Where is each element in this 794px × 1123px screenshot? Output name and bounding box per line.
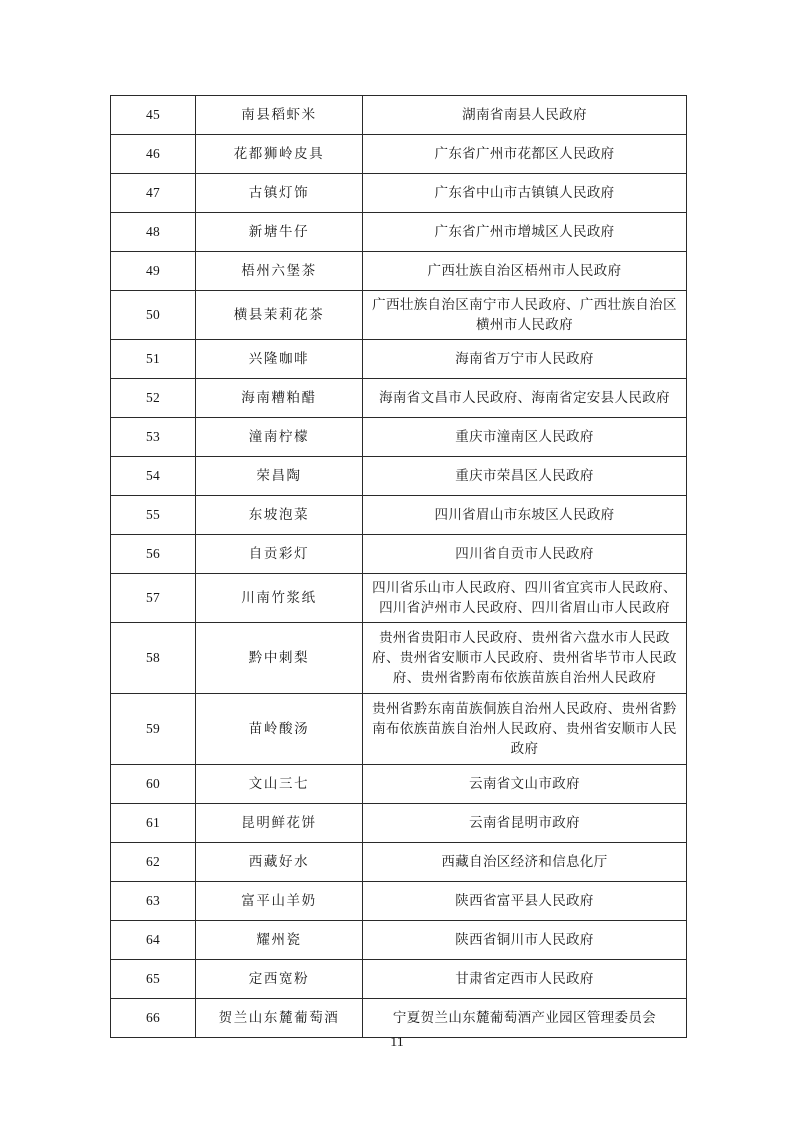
brand-name-cell: 海南糟粕醋 [196, 379, 363, 418]
applicant-organization-cell: 广西壮族自治区梧州市人民政府 [363, 252, 687, 291]
applicant-organization-cell: 贵州省黔东南苗族侗族自治州人民政府、贵州省黔南布依族苗族自治州人民政府、贵州省安顺市人民政府 [363, 694, 687, 765]
table-row [111, 882, 687, 921]
brand-name-cell: 东坡泡菜 [196, 496, 363, 535]
applicant-organization-cell: 四川省眉山市东坡区人民政府 [363, 496, 687, 535]
applicant-organization-cell: 贵州省贵阳市人民政府、贵州省六盘水市人民政府、贵州省安顺市人民政府、贵州省毕节市人民政府、贵州省黔南布依族苗族自治州人民政府 [363, 623, 687, 694]
row-index-cell: 60 [111, 765, 196, 804]
table-row [111, 418, 687, 457]
table-row [111, 843, 687, 882]
row-index-cell: 45 [111, 96, 196, 135]
table-row [111, 694, 687, 765]
applicant-organization-cell: 四川省乐山市人民政府、四川省宜宾市人民政府、四川省泸州市人民政府、四川省眉山市人民政府 [363, 574, 687, 623]
table-row [111, 623, 687, 694]
brand-name-cell: 川南竹浆纸 [196, 574, 363, 623]
row-index-cell: 61 [111, 804, 196, 843]
page-number: 11 [390, 1035, 404, 1050]
brand-name-cell: 横县茉莉花茶 [196, 291, 363, 340]
row-index-cell: 63 [111, 882, 196, 921]
brand-name-cell: 兴隆咖啡 [196, 340, 363, 379]
table-row [111, 496, 687, 535]
row-index-cell: 54 [111, 457, 196, 496]
row-index-cell: 50 [111, 291, 196, 340]
applicant-organization-cell: 四川省自贡市人民政府 [363, 535, 687, 574]
table-row [111, 135, 687, 174]
applicant-organization-cell: 西藏自治区经济和信息化厅 [363, 843, 687, 882]
applicant-organization-cell: 甘肃省定西市人民政府 [363, 960, 687, 999]
applicant-organization-cell: 海南省文昌市人民政府、海南省定安县人民政府 [363, 379, 687, 418]
table-row [111, 96, 687, 135]
applicant-organization-cell: 重庆市潼南区人民政府 [363, 418, 687, 457]
row-index-cell: 51 [111, 340, 196, 379]
brand-name-cell: 西藏好水 [196, 843, 363, 882]
brand-name-cell: 新塘牛仔 [196, 213, 363, 252]
brand-name-cell: 自贡彩灯 [196, 535, 363, 574]
brand-name-cell: 富平山羊奶 [196, 882, 363, 921]
row-index-cell: 59 [111, 694, 196, 765]
table-row [111, 252, 687, 291]
row-index-cell: 52 [111, 379, 196, 418]
row-index-cell: 62 [111, 843, 196, 882]
applicant-organization-cell: 陕西省铜川市人民政府 [363, 921, 687, 960]
row-index-cell: 49 [111, 252, 196, 291]
brand-list-table-container [110, 95, 686, 1038]
brand-name-cell: 昆明鲜花饼 [196, 804, 363, 843]
applicant-organization-cell: 重庆市荣昌区人民政府 [363, 457, 687, 496]
brand-name-cell: 荣昌陶 [196, 457, 363, 496]
applicant-organization-cell: 云南省文山市政府 [363, 765, 687, 804]
brand-name-cell: 潼南柠檬 [196, 418, 363, 457]
applicant-organization-cell: 广东省广州市花都区人民政府 [363, 135, 687, 174]
brand-name-cell: 耀州瓷 [196, 921, 363, 960]
table-row [111, 213, 687, 252]
applicant-organization-cell: 广西壮族自治区南宁市人民政府、广西壮族自治区横州市人民政府 [363, 291, 687, 340]
table-body [111, 96, 687, 1038]
table-row [111, 960, 687, 999]
row-index-cell: 48 [111, 213, 196, 252]
applicant-organization-cell: 广东省广州市增城区人民政府 [363, 213, 687, 252]
brand-name-cell: 古镇灯饰 [196, 174, 363, 213]
brand-name-cell: 黔中刺梨 [196, 623, 363, 694]
brand-name-cell: 贺兰山东麓葡萄酒 [196, 999, 363, 1038]
row-index-cell: 58 [111, 623, 196, 694]
table-row [111, 999, 687, 1038]
table-row [111, 457, 687, 496]
applicant-organization-cell: 湖南省南县人民政府 [363, 96, 687, 135]
row-index-cell: 47 [111, 174, 196, 213]
row-index-cell: 57 [111, 574, 196, 623]
row-index-cell: 66 [111, 999, 196, 1038]
brand-name-cell: 花都狮岭皮具 [196, 135, 363, 174]
brand-name-cell: 南县稻虾米 [196, 96, 363, 135]
table-row [111, 340, 687, 379]
brand-name-cell: 梧州六堡茶 [196, 252, 363, 291]
applicant-organization-cell: 云南省昆明市政府 [363, 804, 687, 843]
brand-name-cell: 文山三七 [196, 765, 363, 804]
row-index-cell: 55 [111, 496, 196, 535]
table-row [111, 535, 687, 574]
table-row [111, 291, 687, 340]
table-row [111, 921, 687, 960]
table-row [111, 574, 687, 623]
table-row [111, 804, 687, 843]
applicant-organization-cell: 宁夏贺兰山东麓葡萄酒产业园区管理委员会 [363, 999, 687, 1038]
applicant-organization-cell: 海南省万宁市人民政府 [363, 340, 687, 379]
applicant-organization-cell: 陕西省富平县人民政府 [363, 882, 687, 921]
table-row [111, 379, 687, 418]
brand-list-table [110, 95, 687, 1038]
row-index-cell: 56 [111, 535, 196, 574]
row-index-cell: 46 [111, 135, 196, 174]
table-row [111, 174, 687, 213]
applicant-organization-cell: 广东省中山市古镇镇人民政府 [363, 174, 687, 213]
row-index-cell: 65 [111, 960, 196, 999]
table-row [111, 765, 687, 804]
brand-name-cell: 定西宽粉 [196, 960, 363, 999]
brand-name-cell: 苗岭酸汤 [196, 694, 363, 765]
row-index-cell: 53 [111, 418, 196, 457]
row-index-cell: 64 [111, 921, 196, 960]
